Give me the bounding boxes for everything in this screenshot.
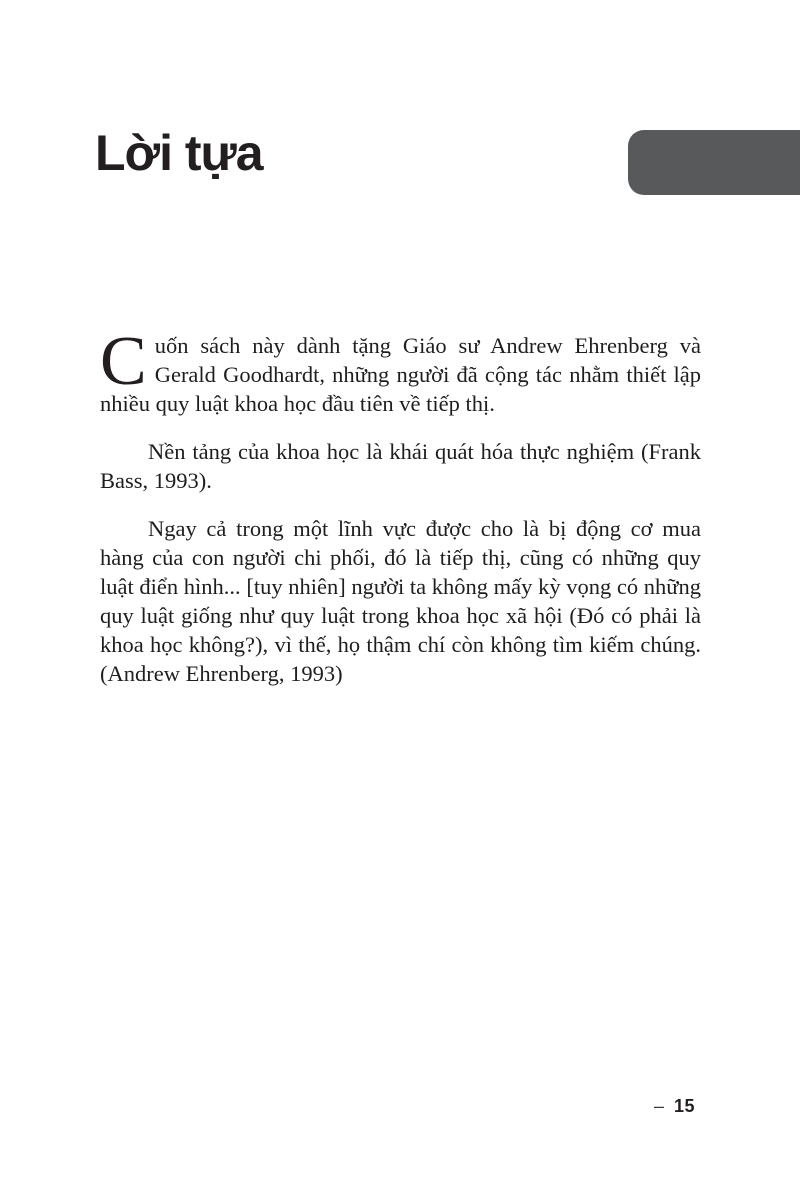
paragraph-quote-bass: Nền tảng của khoa học là khái quát hóa thực nghiệm (Frank Bass, 1993). [100,439,701,493]
paragraph-dedication [100,323,701,418]
page-number: 15 [673,1096,695,1116]
chapter-index-tab [628,130,800,195]
footer-dash: – [653,1096,664,1116]
page-title: Lời tựa [95,125,263,181]
paragraph-dedication-text: uốn sách này dành tặng Giáo sư Andrew Ehrenberg và Gerald Goodhardt, những người đã cộng tác nhằm thiết lập nhiều quy luật khoa học đầu tiên về tiếp thị. [100,333,701,416]
paragraph-quote-ehrenberg: Ngay cả trong một lĩnh vực được cho là bị động cơ mua hàng của con người chi phối, đó là tiếp thị, cũng có những quy luật điển hình... [tuy nhiên] người ta không mấy kỳ vọng có những quy luật giống như quy luật trong khoa học xã hội (Đó có phải là khoa học không?), vì thế, họ thậm chí còn không tìm kiếm chúng. (Andrew Ehrenberg, 1993) [100,516,701,686]
page-footer [654,1096,695,1117]
body-text [100,323,701,707]
drop-cap: C [100,323,147,400]
